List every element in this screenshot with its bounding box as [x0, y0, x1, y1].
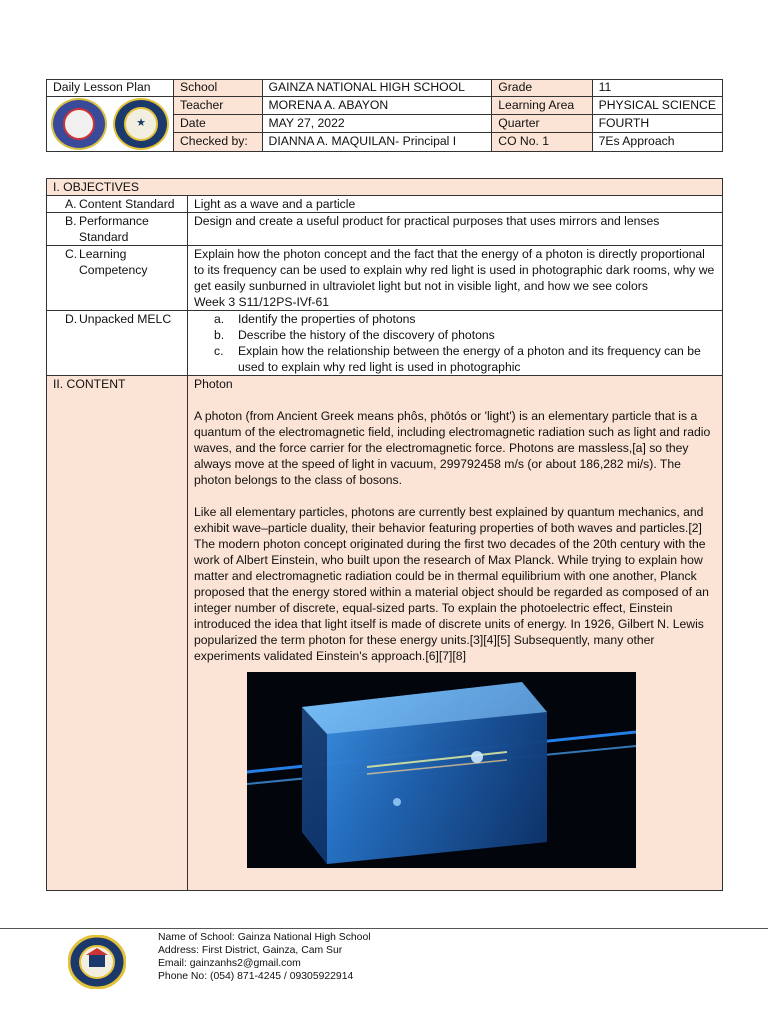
photon-crystal-image	[247, 672, 636, 868]
content-standard-letter: A.	[65, 197, 77, 211]
content-cell	[188, 376, 723, 891]
unpacked-melc-label-cell	[47, 311, 188, 376]
content-standard-text: Light as a wave and a particle	[188, 196, 723, 213]
teacher-value: MORENA A. ABAYON	[262, 96, 492, 114]
list-marker: a.	[214, 312, 225, 326]
school-seal-icon: ★	[113, 98, 169, 150]
learning-competency-letter: C.	[65, 247, 78, 261]
grade-value: 11	[592, 80, 722, 97]
quarter-label: Quarter	[492, 114, 592, 132]
unpacked-melc-cell	[188, 311, 723, 376]
content-standard-label-cell	[47, 196, 188, 213]
performance-standard-label: Performance Standard	[79, 214, 149, 244]
list-item	[194, 327, 716, 343]
footer-divider	[0, 928, 768, 929]
content-standard-label: Content Standard	[79, 197, 175, 211]
crystal-illustration	[247, 672, 636, 868]
learning-area-value: PHYSICAL SCIENCE	[592, 96, 722, 114]
content-heading: Photon	[194, 377, 233, 391]
list-marker: c.	[214, 344, 224, 358]
unpacked-melc-letter: D.	[65, 312, 78, 326]
melc-list	[194, 311, 716, 375]
footer-address: Address: First District, Gainza, Cam Sur	[158, 945, 343, 956]
checked-by-value: DIANNA A. MAQUILAN- Principal I	[262, 133, 492, 151]
learning-competency-text: Explain how the photon concept and the fact that the energy of a photon is directly proportional to its frequency can be used to explain why red light is used in photographic dark rooms, why we get easily sunburned in ultraviolet light but not in visible light, and how we see colors	[194, 247, 715, 293]
header-table	[46, 79, 723, 152]
performance-standard-letter: B.	[65, 214, 77, 228]
list-marker: b.	[214, 328, 225, 342]
footer-phone: Phone No: (054) 871-4245 / 09305922914	[158, 971, 354, 982]
grade-label: Grade	[492, 80, 592, 97]
teacher-label: Teacher	[174, 96, 263, 114]
footer-school-name: Name of School: Gainza National High School	[158, 932, 371, 943]
lesson-table	[46, 178, 723, 891]
deped-seal-icon	[51, 98, 107, 150]
performance-standard-label-cell	[47, 213, 188, 246]
content-paragraph-2: Like all elementary particles, photons are currently best explained by quantum mechanics, and exhibit wave–particle duality, their behavior featuring properties of both waves and particles.[2] The modern photon concept originated during the first two decades of the 20th century with the work of Albert Einstein, who built upon the research of Max Planck. While trying to explain how matter and electromagnetic radiation could be in thermal equilibrium with one another, Planck proposed that the energy stored within a material object should be regarded as composed of an integer number of discrete, equal-sized parts. To explain the photoelectric effect, Einstein introduced the idea that light itself is made of discrete units of energy. In 1926, Gilbert N. Lewis popularized the term photon for these energy units.[3][4][5] Subsequently, many other experiments validated Einstein's approach.[6][7][8]	[194, 505, 709, 663]
date-value: MAY 27, 2022	[262, 114, 492, 132]
footer-email: Email: gainzanhs2@gmail.com	[158, 958, 301, 969]
list-item	[194, 311, 716, 327]
learning-competency-label: Learning Competency	[79, 247, 148, 277]
list-text: Describe the history of the discovery of photons	[238, 328, 495, 342]
content-title-text: II. CONTENT	[53, 377, 126, 391]
daily-lesson-plan-label: Daily Lesson Plan	[47, 80, 174, 97]
list-text: Identify the properties of photons	[238, 312, 416, 326]
footer-school-info	[158, 931, 371, 983]
quarter-value: FOURTH	[592, 114, 722, 132]
list-item	[194, 343, 716, 375]
melc-code: Week 3 S11/12PS-IVf-61	[194, 295, 330, 309]
objectives-title: I. OBJECTIVES	[47, 179, 723, 196]
date-label: Date	[174, 114, 263, 132]
logos-cell	[47, 96, 174, 151]
learning-competency-cell	[188, 246, 723, 311]
footer-school-seal-icon	[68, 935, 126, 989]
list-text: Explain how the relationship between the energy of a photon and its frequency can be used to explain why red light is used in photographic	[238, 344, 701, 374]
performance-standard-text: Design and create a useful product for practical purposes that uses mirrors and lenses	[188, 213, 723, 246]
content-title	[47, 376, 188, 891]
approach-value: 7Es Approach	[592, 133, 722, 151]
co-no-label: CO No. 1	[492, 133, 592, 151]
unpacked-melc-label: Unpacked MELC	[79, 312, 172, 326]
learning-area-label: Learning Area	[492, 96, 592, 114]
checked-by-label: Checked by:	[174, 133, 263, 151]
content-paragraph-1: A photon (from Ancient Greek means phôs, phōtós or 'light') is an elementary particle that is a quantum of the electromagnetic field, including electromagnetic radiation such as light and radio waves, and the force carrier for the electromagnetic force. Photons are massless,[a] so they always move at the speed of light in vacuum, 299792458 m/s (or about 186,282 mi/s). The photon belongs to the class of bosons.	[194, 409, 711, 487]
learning-competency-label-cell	[47, 246, 188, 311]
school-label: School	[174, 80, 263, 97]
school-value: GAINZA NATIONAL HIGH SCHOOL	[262, 80, 492, 97]
